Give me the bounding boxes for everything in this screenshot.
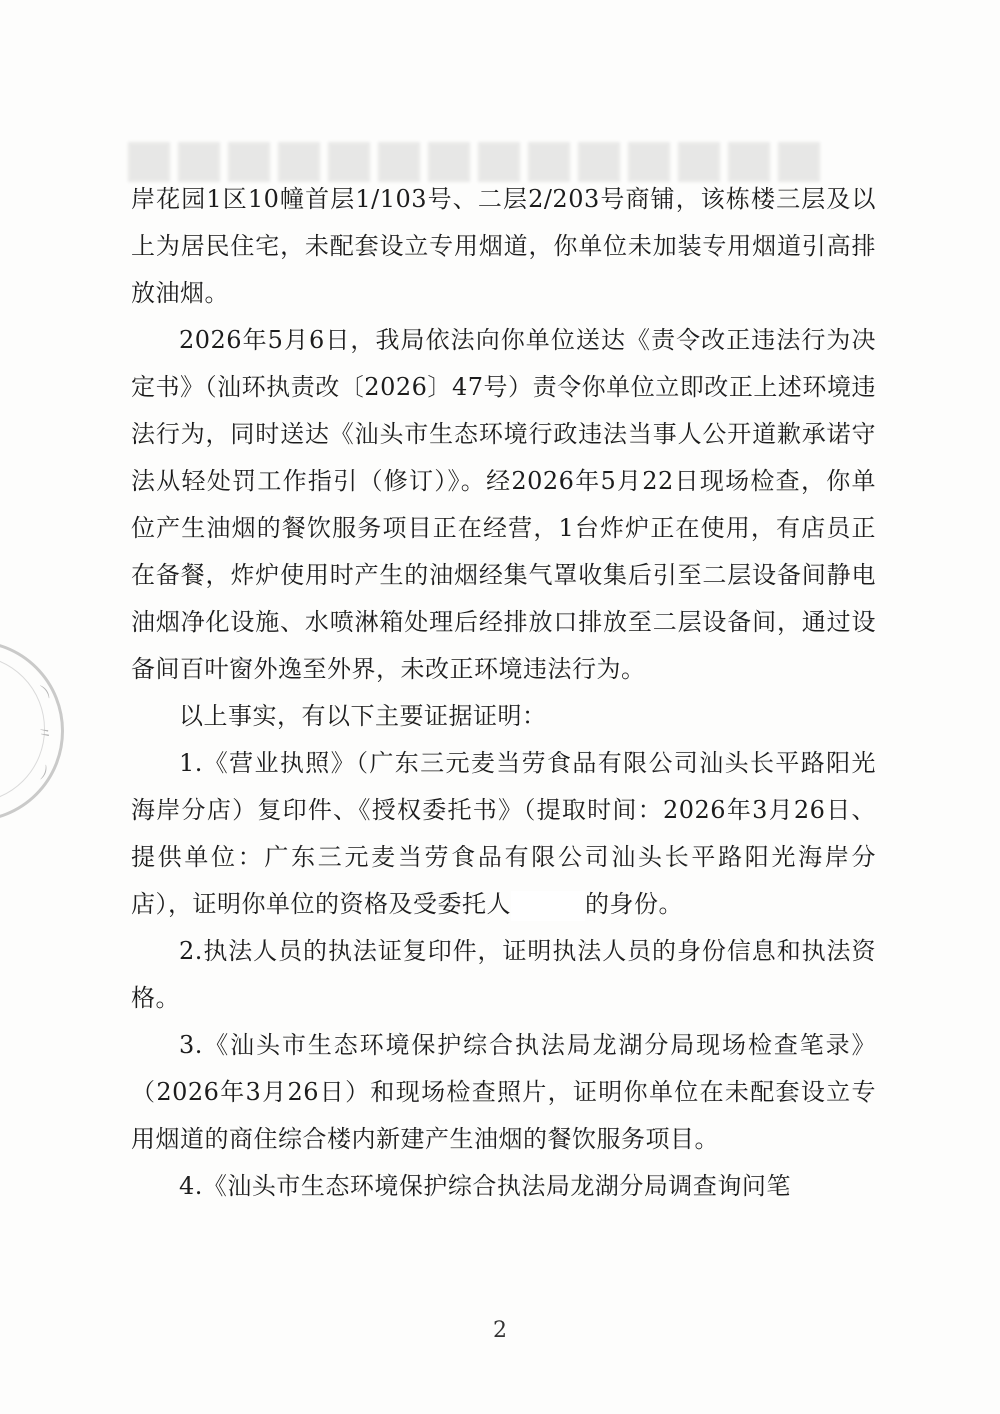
document-body (131, 176, 876, 1210)
paragraph-evidence-intro: 以上事实，有以下主要证据证明： (179, 702, 547, 730)
evidence-1-text-end: 的身份。 (585, 890, 683, 918)
paragraph-evidence-2: 2.执法人员的执法证复印件，证明执法人员的身份信息和执法资格。 (131, 937, 876, 1012)
paragraph-correction-notice: 2026年5月6日，我局依法向你单位送达《责令改正违法行为决定书》（汕环执责改〔2026〕47号）责令你单位立即改正上述环境违法行为，同时送达《汕头市生态环境行政违法当事人公开道歉承诺守法从轻处罚工作指引（修订）》。经2026年5月22日现场检查，你单位产生油烟的餐饮服务项目正在经营，1台炸炉正在使用，有店员正在备餐，炸炉使用时产生的油烟经集气罩收集后引至二层设备间静电油烟净化设施、水喷淋箱处理后经排放口排放至二层设备间，通过设备间百叶窗外逸至外界，未改正环境违法行为。 (131, 326, 876, 683)
paragraph-location-description: 岸花园1区10幢首层1/103号、二层2/203号商铺，该栋楼三层及以上为居民住宅，未配套设立专用烟道，你单位未加装专用烟道引高排放油烟。 (131, 185, 876, 307)
seal-glyph: 〃 (33, 723, 55, 743)
seal-glyph: ⌒ (26, 759, 50, 781)
paragraph-evidence-3: 3.《汕头市生态环境保护综合执法局龙湖分局现场检查笔录》（2026年3月26日）和现场检查照片，证明你单位在未配套设立专用烟道的商住综合楼内新建产生油烟的餐饮服务项目。 (131, 1031, 876, 1153)
evidence-1-text: 1.《营业执照》（广东三元麦当劳食品有限公司汕头长平路阳光海岸分店）复印件、《授权委托书》（提取时间：2026年3月26日、提供单位：广东三元麦当劳食品有限公司汕头长平路阳光海岸分店），证明你单位的资格及受委托人 (131, 749, 876, 918)
redacted-name (511, 891, 585, 921)
official-seal-edge (0, 640, 64, 822)
paragraph-evidence-1 (131, 740, 876, 928)
paragraph-evidence-4: 4.《汕头市生态环境保护综合执法局龙湖分局调查询问笔 (179, 1172, 791, 1200)
page-number: 2 (493, 1318, 507, 1343)
seal-glyph: ⌒ (27, 683, 53, 708)
